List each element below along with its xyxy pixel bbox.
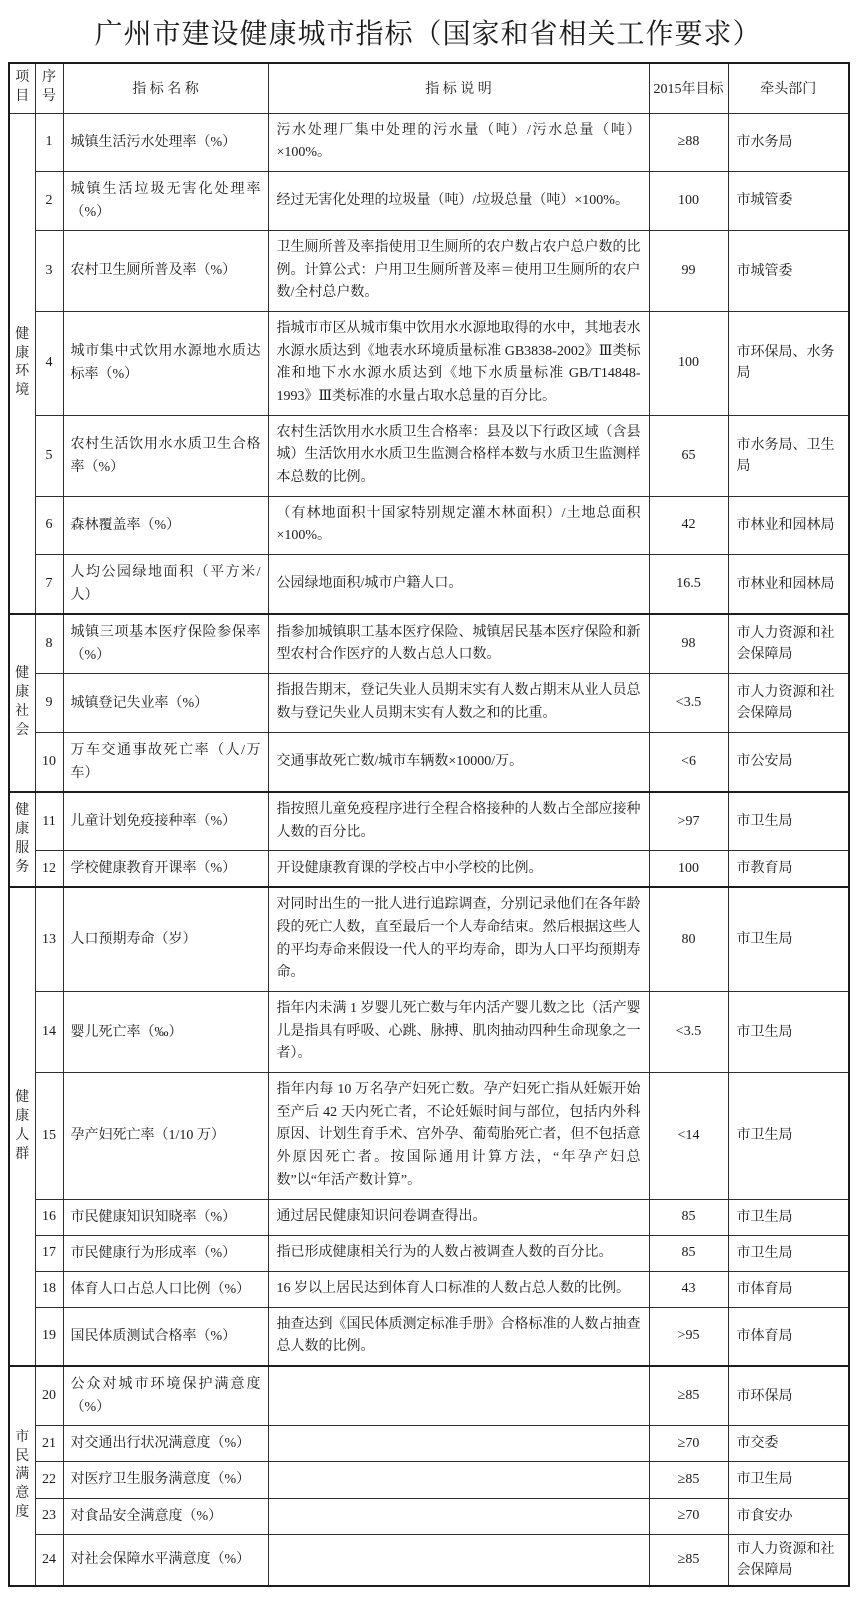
desc-cell: 指年内每 10 万名孕产妇死亡数。孕产妇死亡指从妊娠开始至产后 42 天内死亡者，不论妊娠时间与部位，包括内外科原因、计划生育手术、宫外孕、葡萄胎死亡者，但不包括意外原因死亡者。按国际通用计算方法，“年孕产妇总数”以“年活产数计算”。 [268, 1073, 649, 1199]
target-cell: <3.5 [649, 674, 728, 732]
dept-cell: 市水务局、卫生局 [728, 415, 849, 496]
indicators-table [8, 62, 850, 1587]
desc-cell: 公园绿地面积/城市户籍人口。 [268, 555, 649, 615]
dept-cell: 市卫生局 [728, 1462, 849, 1498]
category-cell: 健康社会 [9, 614, 35, 792]
num-cell: 6 [35, 496, 63, 554]
dept-cell: 市体育局 [728, 1271, 849, 1307]
desc-cell: 卫生厕所普及率指使用卫生厕所的农户数占农户总户数的比例。计算公式：户用卫生厕所普及率＝使用卫生厕所的农户数/全村总户数。 [268, 231, 649, 312]
name-cell: 婴儿死亡率（‰） [63, 992, 268, 1073]
name-cell: 对社会保障水平满意度（%） [63, 1534, 268, 1586]
header-indicator-description: 指 标 说 明 [268, 63, 649, 113]
num-cell: 16 [35, 1199, 63, 1235]
dept-cell: 市教育局 [728, 851, 849, 888]
name-cell: 农村卫生厕所普及率（%） [63, 231, 268, 312]
desc-cell: 开设健康教育课的学校占中小学校的比例。 [268, 851, 649, 888]
num-cell: 13 [35, 887, 63, 991]
dept-cell: 市城管委 [728, 231, 849, 312]
num-cell: 17 [35, 1235, 63, 1271]
desc-cell: 指已形成健康相关行为的人数占被调查人数的百分比。 [268, 1235, 649, 1271]
num-cell: 5 [35, 415, 63, 496]
desc-cell: 通过居民健康知识问卷调查得出。 [268, 1199, 649, 1235]
table-row [9, 992, 849, 1073]
table-row [9, 415, 849, 496]
num-cell: 12 [35, 851, 63, 888]
name-cell: 儿童计划免疫接种率（%） [63, 792, 268, 851]
dept-cell: 市体育局 [728, 1307, 849, 1366]
target-cell: 85 [649, 1199, 728, 1235]
table-row [9, 1498, 849, 1534]
desc-cell: 抽查达到《国民体质测定标准手册》合格标准的人数占抽查总人数的比例。 [268, 1307, 649, 1366]
table-row [9, 555, 849, 615]
desc-cell: 指参加城镇职工基本医疗保险、城镇居民基本医疗保险和新型农村合作医疗的人数占总人口数。 [268, 614, 649, 674]
table-row [9, 674, 849, 732]
name-cell: 城镇三项基本医疗保险参保率（%） [63, 614, 268, 674]
name-cell: 城市集中式饮用水源地水质达标率（%） [63, 312, 268, 416]
name-cell: 国民体质测试合格率（%） [63, 1307, 268, 1366]
target-cell: 65 [649, 415, 728, 496]
table-row [9, 1462, 849, 1498]
table-row [9, 614, 849, 674]
header-row [9, 63, 849, 113]
table-row [9, 231, 849, 312]
name-cell: 城镇生活垃圾无害化处理率（%） [63, 171, 268, 230]
desc-cell [268, 1534, 649, 1586]
desc-cell: 16 岁以上居民达到体育人口标准的人数占总人数的比例。 [268, 1271, 649, 1307]
table-row [9, 1307, 849, 1366]
target-cell: ≥85 [649, 1366, 728, 1426]
target-cell: >97 [649, 792, 728, 851]
num-cell: 22 [35, 1462, 63, 1498]
name-cell: 市民健康知识知晓率（%） [63, 1199, 268, 1235]
name-cell: 人均公园绿地面积（平方米/人） [63, 555, 268, 615]
table-row [9, 312, 849, 416]
table-row [9, 1235, 849, 1271]
target-cell: <3.5 [649, 992, 728, 1073]
target-cell: 85 [649, 1235, 728, 1271]
desc-cell [268, 1366, 649, 1426]
desc-cell: 指城市市区从城市集中饮用水水源地取得的水中，其地表水水源水质达到《地表水环境质量标准 GB3838-2002》Ⅲ类标准和地下水水源水质达到《地下水质量标准 GB/T14848-1993》Ⅲ类标准的水量占取水总量的百分比。 [268, 312, 649, 416]
dept-cell: 市卫生局 [728, 887, 849, 991]
header-lead-department: 牵头部门 [728, 63, 849, 113]
target-cell: 42 [649, 496, 728, 554]
dept-cell: 市林业和园林局 [728, 496, 849, 554]
dept-cell: 市卫生局 [728, 1199, 849, 1235]
num-cell: 3 [35, 231, 63, 312]
name-cell: 市民健康行为形成率（%） [63, 1235, 268, 1271]
dept-cell: 市卫生局 [728, 1073, 849, 1199]
table-row [9, 1366, 849, 1426]
dept-cell: 市人力资源和社会保障局 [728, 1534, 849, 1586]
target-cell: 16.5 [649, 555, 728, 615]
desc-cell: 对同时出生的一批人进行追踪调查，分别记录他们在各年龄段的死亡人数，直至最后一个人寿命结束。然后根据这些人的平均寿命来假设一代人的平均寿命，即为人口平均预期寿命。 [268, 887, 649, 991]
target-cell: ≥88 [649, 113, 728, 171]
table-row [9, 171, 849, 230]
dept-cell: 市卫生局 [728, 992, 849, 1073]
name-cell: 对医疗卫生服务满意度（%） [63, 1462, 268, 1498]
name-cell: 对食品安全满意度（%） [63, 1498, 268, 1534]
desc-cell: 交通事故死亡数/城市车辆数×10000/万。 [268, 732, 649, 792]
target-cell: 100 [649, 171, 728, 230]
category-cell: 健康环境 [9, 113, 35, 614]
num-cell: 1 [35, 113, 63, 171]
target-cell: 100 [649, 312, 728, 416]
header-target-2015: 2015年目标 [649, 63, 728, 113]
target-cell: 80 [649, 887, 728, 991]
category-cell: 市民满意度 [9, 1366, 35, 1585]
target-cell: ≥85 [649, 1462, 728, 1498]
target-cell: ≥85 [649, 1534, 728, 1586]
dept-cell: 市环保局、水务局 [728, 312, 849, 416]
desc-cell: 农村生活饮用水水质卫生合格率：县及以下行政区域（含县城）生活饮用水水质卫生监测合格样本数与水质卫生监测样本总数的比例。 [268, 415, 649, 496]
num-cell: 24 [35, 1534, 63, 1586]
table-row [9, 113, 849, 171]
table-row [9, 1534, 849, 1586]
desc-cell: 指年内未满 1 岁婴儿死亡数与年内活产婴儿数之比（活产婴儿是指具有呼吸、心跳、脉搏、肌肉抽动四种生命现象之一者）。 [268, 992, 649, 1073]
target-cell: 98 [649, 614, 728, 674]
dept-cell: 市卫生局 [728, 792, 849, 851]
desc-cell: 污水处理厂集中处理的污水量（吨）/污水总量（吨）×100%。 [268, 113, 649, 171]
target-cell: ≥70 [649, 1498, 728, 1534]
num-cell: 21 [35, 1426, 63, 1462]
table-row [9, 1426, 849, 1462]
header-indicator-name: 指 标 名 称 [63, 63, 268, 113]
dept-cell: 市食安办 [728, 1498, 849, 1534]
target-cell: <14 [649, 1073, 728, 1199]
name-cell: 体育人口占总人口比例（%） [63, 1271, 268, 1307]
name-cell: 公众对城市环境保护满意度（%） [63, 1366, 268, 1426]
name-cell: 城镇登记失业率（%） [63, 674, 268, 732]
table-row [9, 1073, 849, 1199]
document-title: 广州市建设健康城市指标（国家和省相关工作要求） [94, 19, 762, 50]
num-cell: 10 [35, 732, 63, 792]
table-row [9, 1199, 849, 1235]
num-cell: 14 [35, 992, 63, 1073]
desc-cell: 指报告期末，登记失业人员期末实有人数占期末从业人员总数与登记失业人员期末实有人数之和的比重。 [268, 674, 649, 732]
name-cell: 孕产妇死亡率（1/10 万） [63, 1073, 268, 1199]
num-cell: 4 [35, 312, 63, 416]
name-cell: 农村生活饮用水水质卫生合格率（%） [63, 415, 268, 496]
header-category: 项目 [9, 63, 35, 113]
name-cell: 学校健康教育开课率（%） [63, 851, 268, 888]
name-cell: 万车交通事故死亡率（人/万车） [63, 732, 268, 792]
header-number: 序号 [35, 63, 63, 113]
table-row [9, 792, 849, 851]
num-cell: 2 [35, 171, 63, 230]
num-cell: 18 [35, 1271, 63, 1307]
desc-cell [268, 1426, 649, 1462]
table-row [9, 887, 849, 991]
target-cell: <6 [649, 732, 728, 792]
category-cell: 健康人群 [9, 887, 35, 1366]
num-cell: 15 [35, 1073, 63, 1199]
dept-cell: 市城管委 [728, 171, 849, 230]
desc-cell [268, 1462, 649, 1498]
num-cell: 9 [35, 674, 63, 732]
desc-cell: （有林地面积十国家特别规定灌木林面积）/土地总面积×100%。 [268, 496, 649, 554]
target-cell: 100 [649, 851, 728, 888]
dept-cell: 市水务局 [728, 113, 849, 171]
table-row [9, 732, 849, 792]
num-cell: 8 [35, 614, 63, 674]
dept-cell: 市交委 [728, 1426, 849, 1462]
name-cell: 对交通出行状况满意度（%） [63, 1426, 268, 1462]
name-cell: 森林覆盖率（%） [63, 496, 268, 554]
name-cell: 人口预期寿命（岁） [63, 887, 268, 991]
desc-cell: 指按照儿童免疫程序进行全程合格接种的人数占全部应接种人数的百分比。 [268, 792, 649, 851]
num-cell: 23 [35, 1498, 63, 1534]
dept-cell: 市人力资源和社会保障局 [728, 614, 849, 674]
table-row [9, 1271, 849, 1307]
table-row [9, 496, 849, 554]
num-cell: 7 [35, 555, 63, 615]
dept-cell: 市环保局 [728, 1366, 849, 1426]
table-row [9, 851, 849, 888]
table-body [9, 113, 849, 1586]
name-cell: 城镇生活污水处理率（%） [63, 113, 268, 171]
num-cell: 11 [35, 792, 63, 851]
target-cell: >95 [649, 1307, 728, 1366]
target-cell: 43 [649, 1271, 728, 1307]
dept-cell: 市人力资源和社会保障局 [728, 674, 849, 732]
dept-cell: 市公安局 [728, 732, 849, 792]
dept-cell: 市林业和园林局 [728, 555, 849, 615]
dept-cell: 市卫生局 [728, 1235, 849, 1271]
category-cell: 健康服务 [9, 792, 35, 887]
num-cell: 20 [35, 1366, 63, 1426]
desc-cell [268, 1498, 649, 1534]
num-cell: 19 [35, 1307, 63, 1366]
target-cell: 99 [649, 231, 728, 312]
target-cell: ≥70 [649, 1426, 728, 1462]
desc-cell: 经过无害化处理的垃圾量（吨）/垃圾总量（吨）×100%。 [268, 171, 649, 230]
